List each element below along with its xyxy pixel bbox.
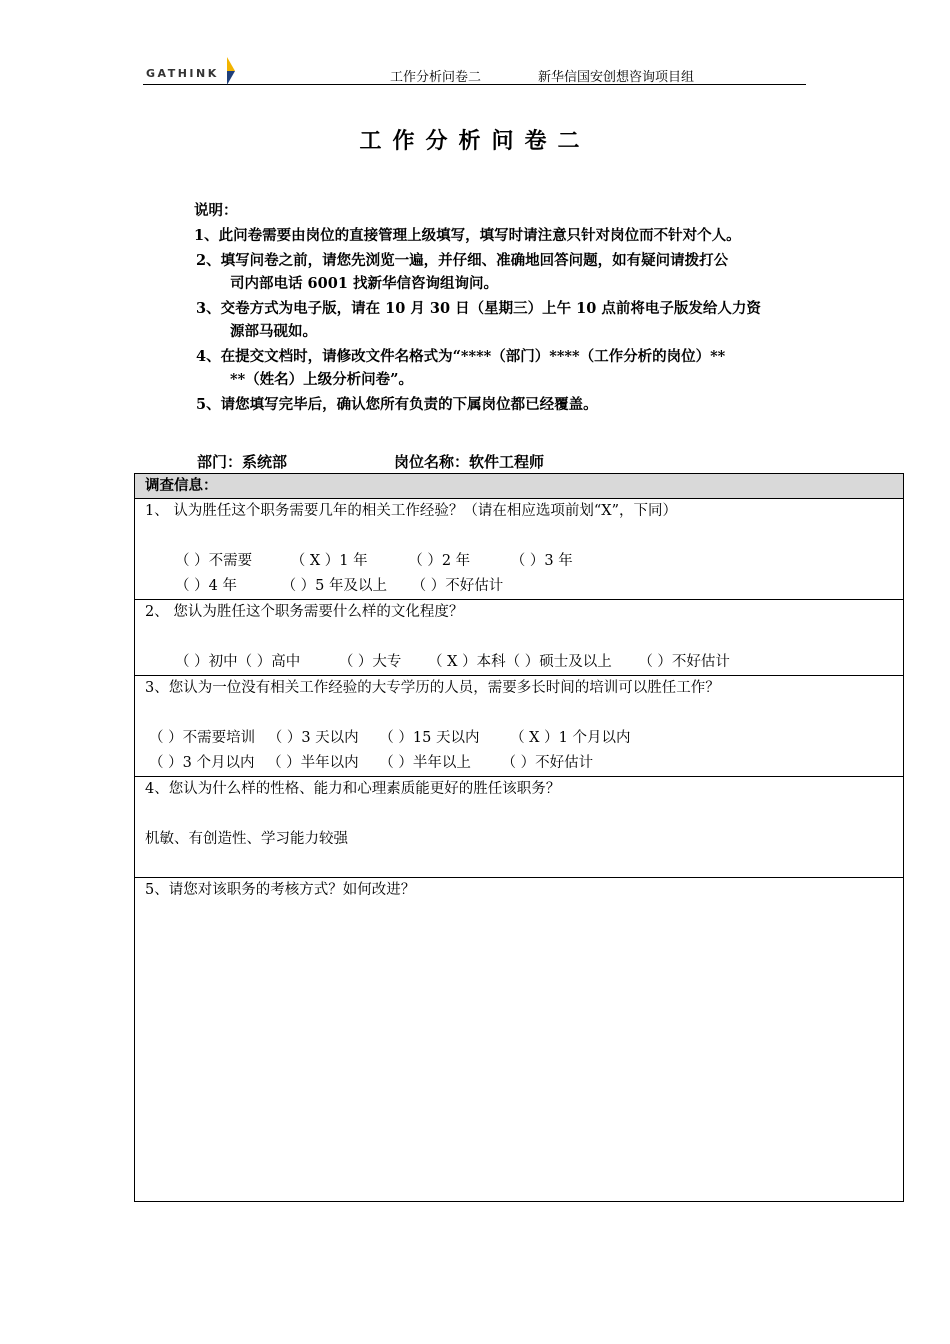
instruction-item: 5、请您填写完毕后，确认您所有负责的下属岗位都已经覆盖。 — [196, 396, 598, 413]
instruction-item: 3、交卷方式为电子版，请在 10 月 30 日（星期三）上午 10 点前将电子版发给人力资 — [196, 300, 761, 317]
question-4-text: 4、您认为什么样的性格、能力和心理素质能更好的胜任该职务？ — [145, 781, 561, 797]
document-title: 工作分析问卷二 — [359, 128, 591, 154]
department-label: 部门：系统部 — [197, 453, 288, 471]
question-2-options-row1 — [145, 650, 893, 675]
instruction-item: 2、填写问卷之前，请您先浏览一遍，并仔细、准确地回答问题，如有疑问请拨打公 — [196, 252, 729, 269]
option[interactable]: （ ）15 天以内 — [379, 730, 480, 746]
header-org: 新华信国安创想咨询项目组 — [538, 70, 695, 85]
option[interactable]: （ X ）1 年 — [290, 553, 368, 569]
question-4-answer[interactable]: 机敏、有创造性、学习能力较强 — [145, 831, 348, 847]
option[interactable]: （ ）半年以内 — [267, 755, 359, 771]
question-1-text: 1、 认为胜任这个职务需要几年的相关工作经验？（请在相应选项前划“X”，下同） — [145, 503, 677, 519]
instruction-item: 源部马砚如。 — [230, 323, 317, 340]
page-header — [143, 58, 806, 85]
option[interactable]: （ ）不好估计 — [638, 654, 730, 670]
logo-text: GATHINK — [146, 66, 219, 80]
option[interactable]: （ ）5 年及以上 — [281, 578, 388, 594]
survey-table — [134, 473, 904, 1202]
instructions-heading: 说明： — [194, 202, 238, 219]
header-doc-name: 工作分析问卷二 — [390, 70, 482, 85]
option[interactable]: （ ）不好估计 — [501, 755, 594, 771]
option[interactable]: （ ）4 年 — [175, 578, 237, 594]
instructions — [194, 201, 824, 420]
logo-mark-icon — [223, 57, 237, 85]
option[interactable]: （ ）不需要 — [175, 553, 253, 569]
instruction-item: 1、此问卷需要由岗位的直接管理上级填写，填写时请注意只针对岗位而不针对个人。 — [194, 227, 741, 244]
option[interactable]: （ ）不需要培训 — [149, 730, 256, 746]
instruction-item: 司内部电话 6001 找新华信咨询组询问。 — [230, 275, 498, 292]
question-2-cell — [135, 600, 904, 676]
question-1-options-row1 — [145, 549, 893, 574]
section-header: 调查信息： — [135, 474, 904, 499]
option[interactable]: （ X ）本科（ ）硕士及以上 — [428, 654, 612, 670]
option[interactable]: （ ）大专 — [338, 654, 402, 670]
question-2-text: 2、 您认为胜任这个职务需要什么样的文化程度？ — [145, 604, 464, 620]
question-3-cell — [135, 676, 904, 777]
position-label: 岗位名称：软件工程师 — [394, 453, 545, 471]
option[interactable]: （ ）3 年 — [510, 553, 573, 569]
instruction-item: 4、在提交文档时，请修改文件名格式为“****（部门）****（工作分析的岗位）** — [196, 348, 726, 365]
option[interactable]: （ ）半年以上 — [379, 755, 471, 771]
option[interactable]: （ ）初中（ ）高中 — [175, 654, 301, 670]
option[interactable]: （ X ）1 个月以内 — [510, 730, 631, 746]
question-4-cell — [135, 777, 904, 878]
instruction-item: **（姓名）上级分析问卷”。 — [230, 371, 414, 388]
question-3-text: 3、您认为一位没有相关工作经验的大专学历的人员，需要多长时间的培训可以胜任工作？ — [145, 680, 720, 696]
question-1-options-row2 — [145, 574, 893, 599]
question-3-options-row2 — [145, 751, 893, 776]
company-logo — [146, 61, 237, 85]
option[interactable]: （ ）3 天以内 — [267, 730, 359, 746]
question-3-options-row1 — [145, 726, 893, 751]
option[interactable]: （ ）不好估计 — [411, 578, 504, 594]
question-5-text: 5、请您对该职务的考核方式？如何改进？ — [145, 882, 416, 898]
option[interactable]: （ ）2 年 — [408, 553, 471, 569]
option[interactable]: （ ）3 个月以内 — [149, 755, 255, 771]
question-1-cell — [135, 499, 904, 600]
question-5-cell — [135, 878, 904, 1202]
